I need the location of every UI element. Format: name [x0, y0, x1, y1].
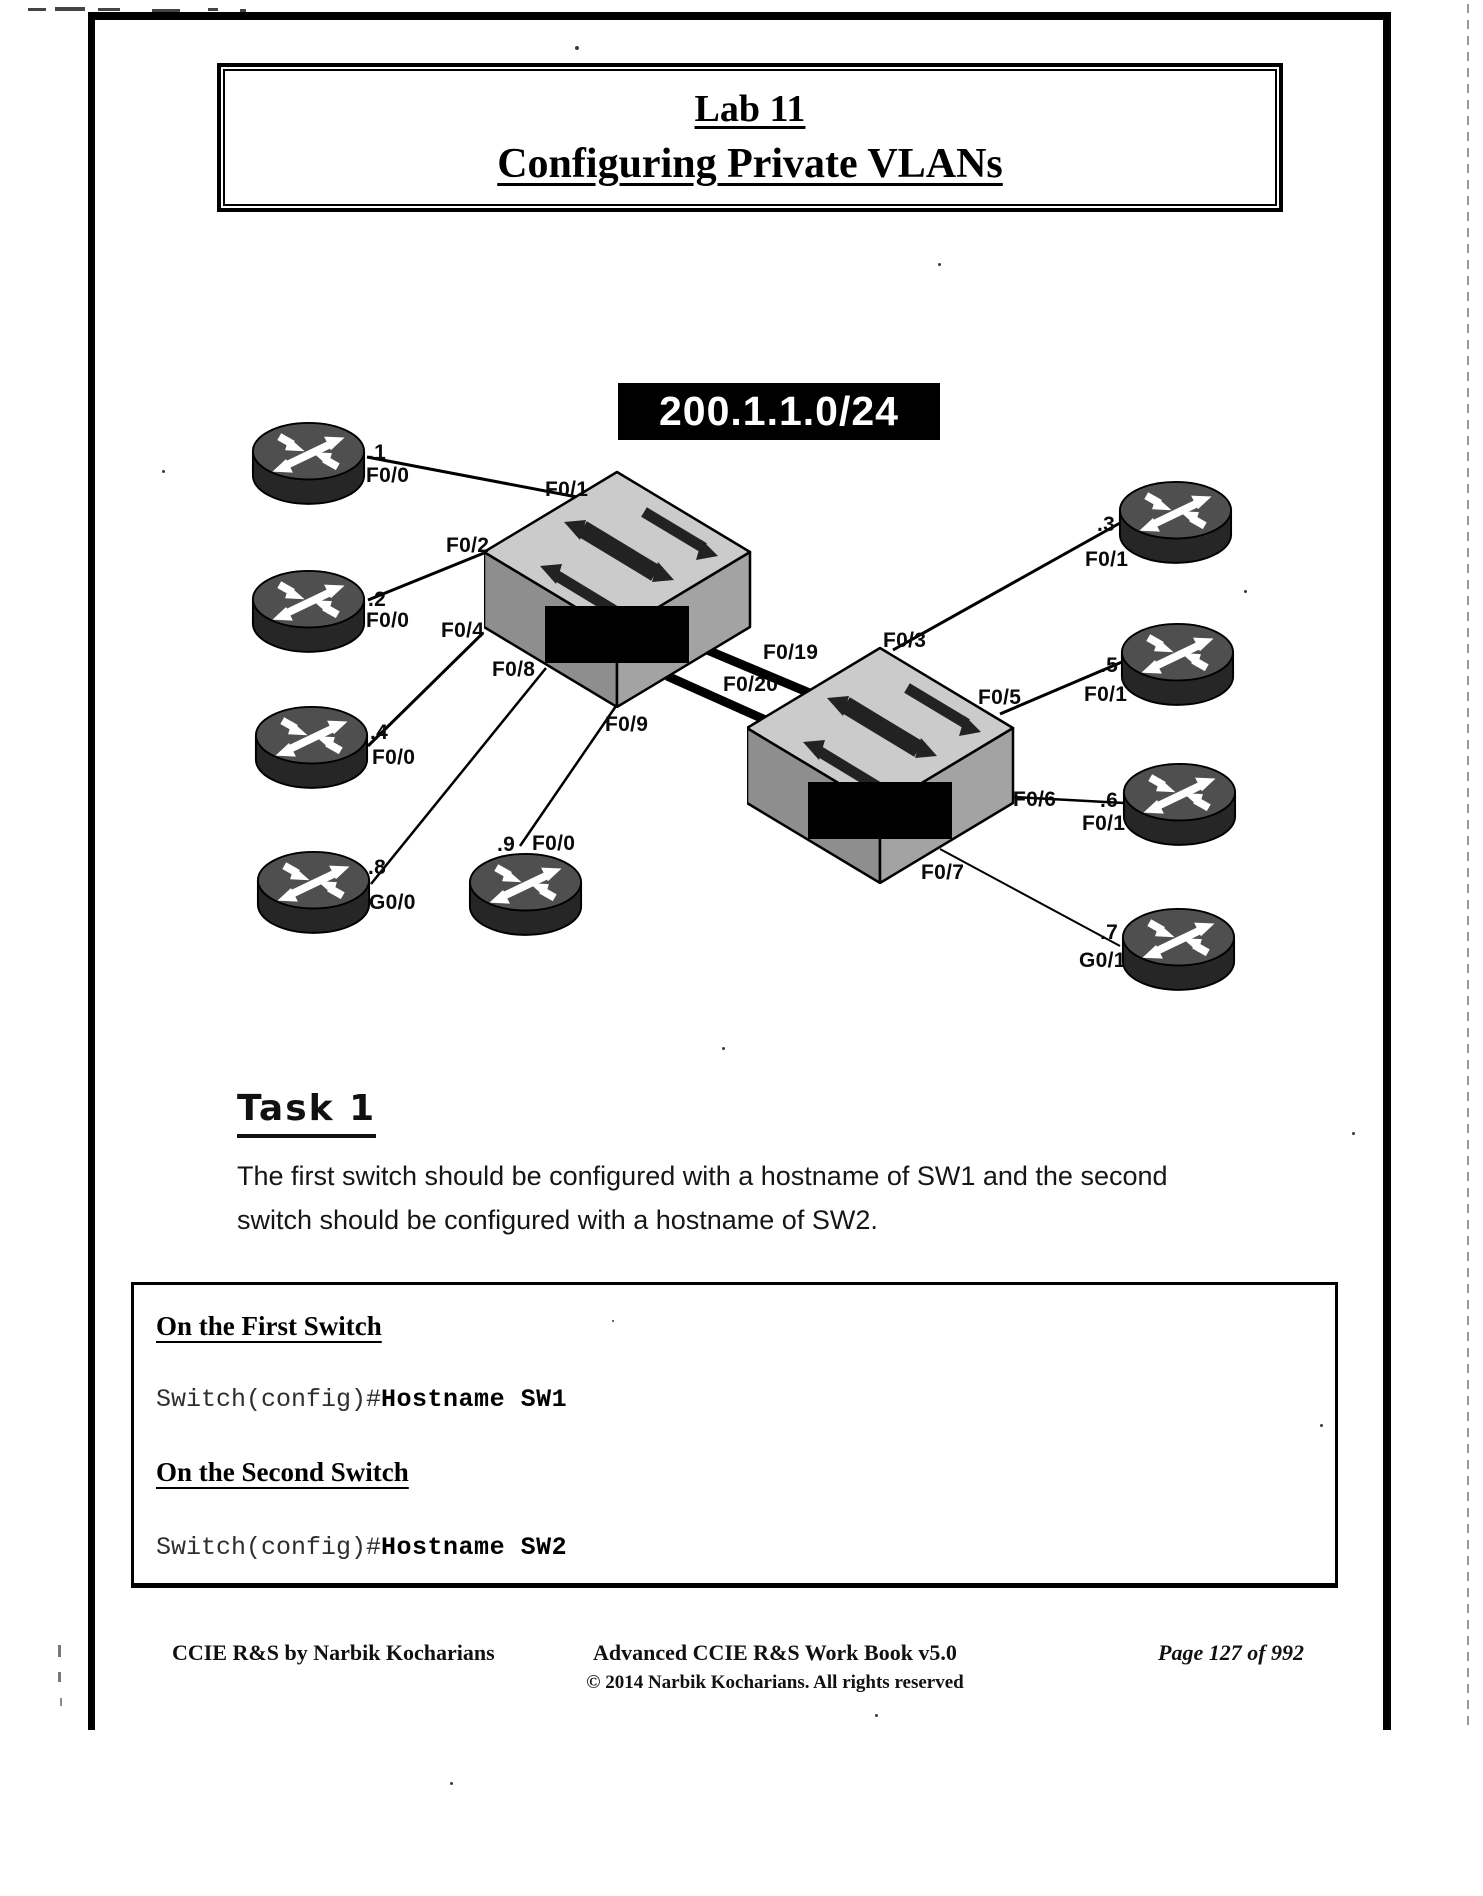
port-label-f0-6: F0/6	[1013, 788, 1057, 811]
config-heading-first-switch: On the First Switch	[156, 1311, 382, 1341]
router6-ip-label: .6	[1100, 789, 1119, 812]
scan-artifact	[58, 1672, 61, 1682]
port-label-f0-19: F0/19	[763, 641, 819, 664]
port-label-f0-9: F0/9	[605, 713, 649, 736]
scan-speck	[1352, 1132, 1355, 1135]
port-label-f0-4: F0/4	[441, 619, 485, 642]
config-command-sw1	[156, 1385, 567, 1414]
port-label-f0-20: F0/20	[723, 673, 779, 696]
router2-icon	[253, 571, 364, 652]
port-label-f0-3: F0/3	[883, 629, 927, 652]
router4-icon	[256, 707, 367, 788]
footer-book-title: Advanced CCIE R&S Work Book v5.0	[593, 1640, 957, 1665]
link-r8-sw1	[371, 668, 546, 884]
router1-intf-label: F0/0	[366, 464, 410, 487]
router7-ip-label: .7	[1100, 921, 1119, 944]
router2-ip-label: .2	[368, 588, 387, 611]
router1-ip-label: .1	[368, 441, 387, 464]
router6-icon	[1124, 764, 1235, 845]
router5-intf-label: F0/1	[1084, 683, 1128, 706]
config-command-sw2	[156, 1533, 567, 1562]
scan-speck	[450, 1782, 453, 1785]
cli-prompt: Switch(config)#	[156, 1385, 382, 1414]
router6-intf-label: F0/1	[1082, 812, 1126, 835]
scan-speck	[875, 1714, 878, 1717]
port-label-f0-8: F0/8	[492, 658, 536, 681]
lab-subtitle: Configuring Private VLANs	[497, 141, 1003, 187]
footer-book-info	[430, 1640, 1120, 1694]
cli-command: Hostname SW1	[381, 1385, 568, 1414]
scan-speck	[722, 1047, 725, 1050]
link-r9-sw1	[520, 706, 616, 846]
router3-icon	[1120, 482, 1231, 563]
cli-command: Hostname SW2	[381, 1533, 568, 1562]
router7-intf-label: G0/1	[1079, 949, 1126, 972]
router7-icon	[1123, 909, 1234, 990]
port-label-f0-7: F0/7	[921, 861, 965, 884]
scan-artifact	[58, 1645, 61, 1657]
lab-title: Lab 11	[694, 88, 806, 130]
router8-intf-label: G0/0	[369, 891, 416, 914]
router4-ip-label: .4	[370, 721, 389, 744]
subnet-label: 200.1.1.0/24	[618, 383, 940, 440]
link-r7-sw2	[940, 849, 1120, 946]
router5-ip-label: .5	[1100, 654, 1119, 677]
router8-icon	[258, 852, 369, 933]
router5-icon	[1122, 624, 1233, 705]
task-body: The first switch should be configured with a hostname of SW1 and the second switch should be configured with a hostname of SW2.	[237, 1161, 1168, 1235]
link-r3-sw2	[893, 523, 1120, 650]
footer-copyright: © 2014 Narbik Kocharians. All rights reserved	[586, 1672, 964, 1693]
port-label-f0-2: F0/2	[446, 534, 490, 557]
router3-ip-label: .3	[1097, 513, 1116, 536]
port-label-f0-5: F0/5	[978, 686, 1022, 709]
config-heading-second-switch: On the Second Switch	[156, 1457, 409, 1487]
scan-artifact	[60, 1698, 62, 1706]
router1-icon	[253, 423, 364, 504]
router3-intf-label: F0/1	[1085, 548, 1129, 571]
task-heading: Task 1	[237, 1088, 376, 1138]
footer-page-number: Page 127 of 992	[1158, 1640, 1305, 1665]
router2-intf-label: F0/0	[366, 609, 410, 632]
router8-ip-label: .8	[368, 856, 387, 879]
router9-intf-label: F0/0	[532, 832, 576, 855]
cli-prompt: Switch(config)#	[156, 1533, 382, 1562]
footer-author: CCIE R&S by Narbik Kocharians	[172, 1640, 495, 1665]
port-label-f0-1: F0/1	[545, 478, 589, 501]
router4-intf-label: F0/0	[372, 746, 416, 769]
router9-ip-label: .9	[497, 833, 516, 856]
router9-icon	[470, 854, 581, 935]
config-box	[131, 1282, 1338, 1588]
